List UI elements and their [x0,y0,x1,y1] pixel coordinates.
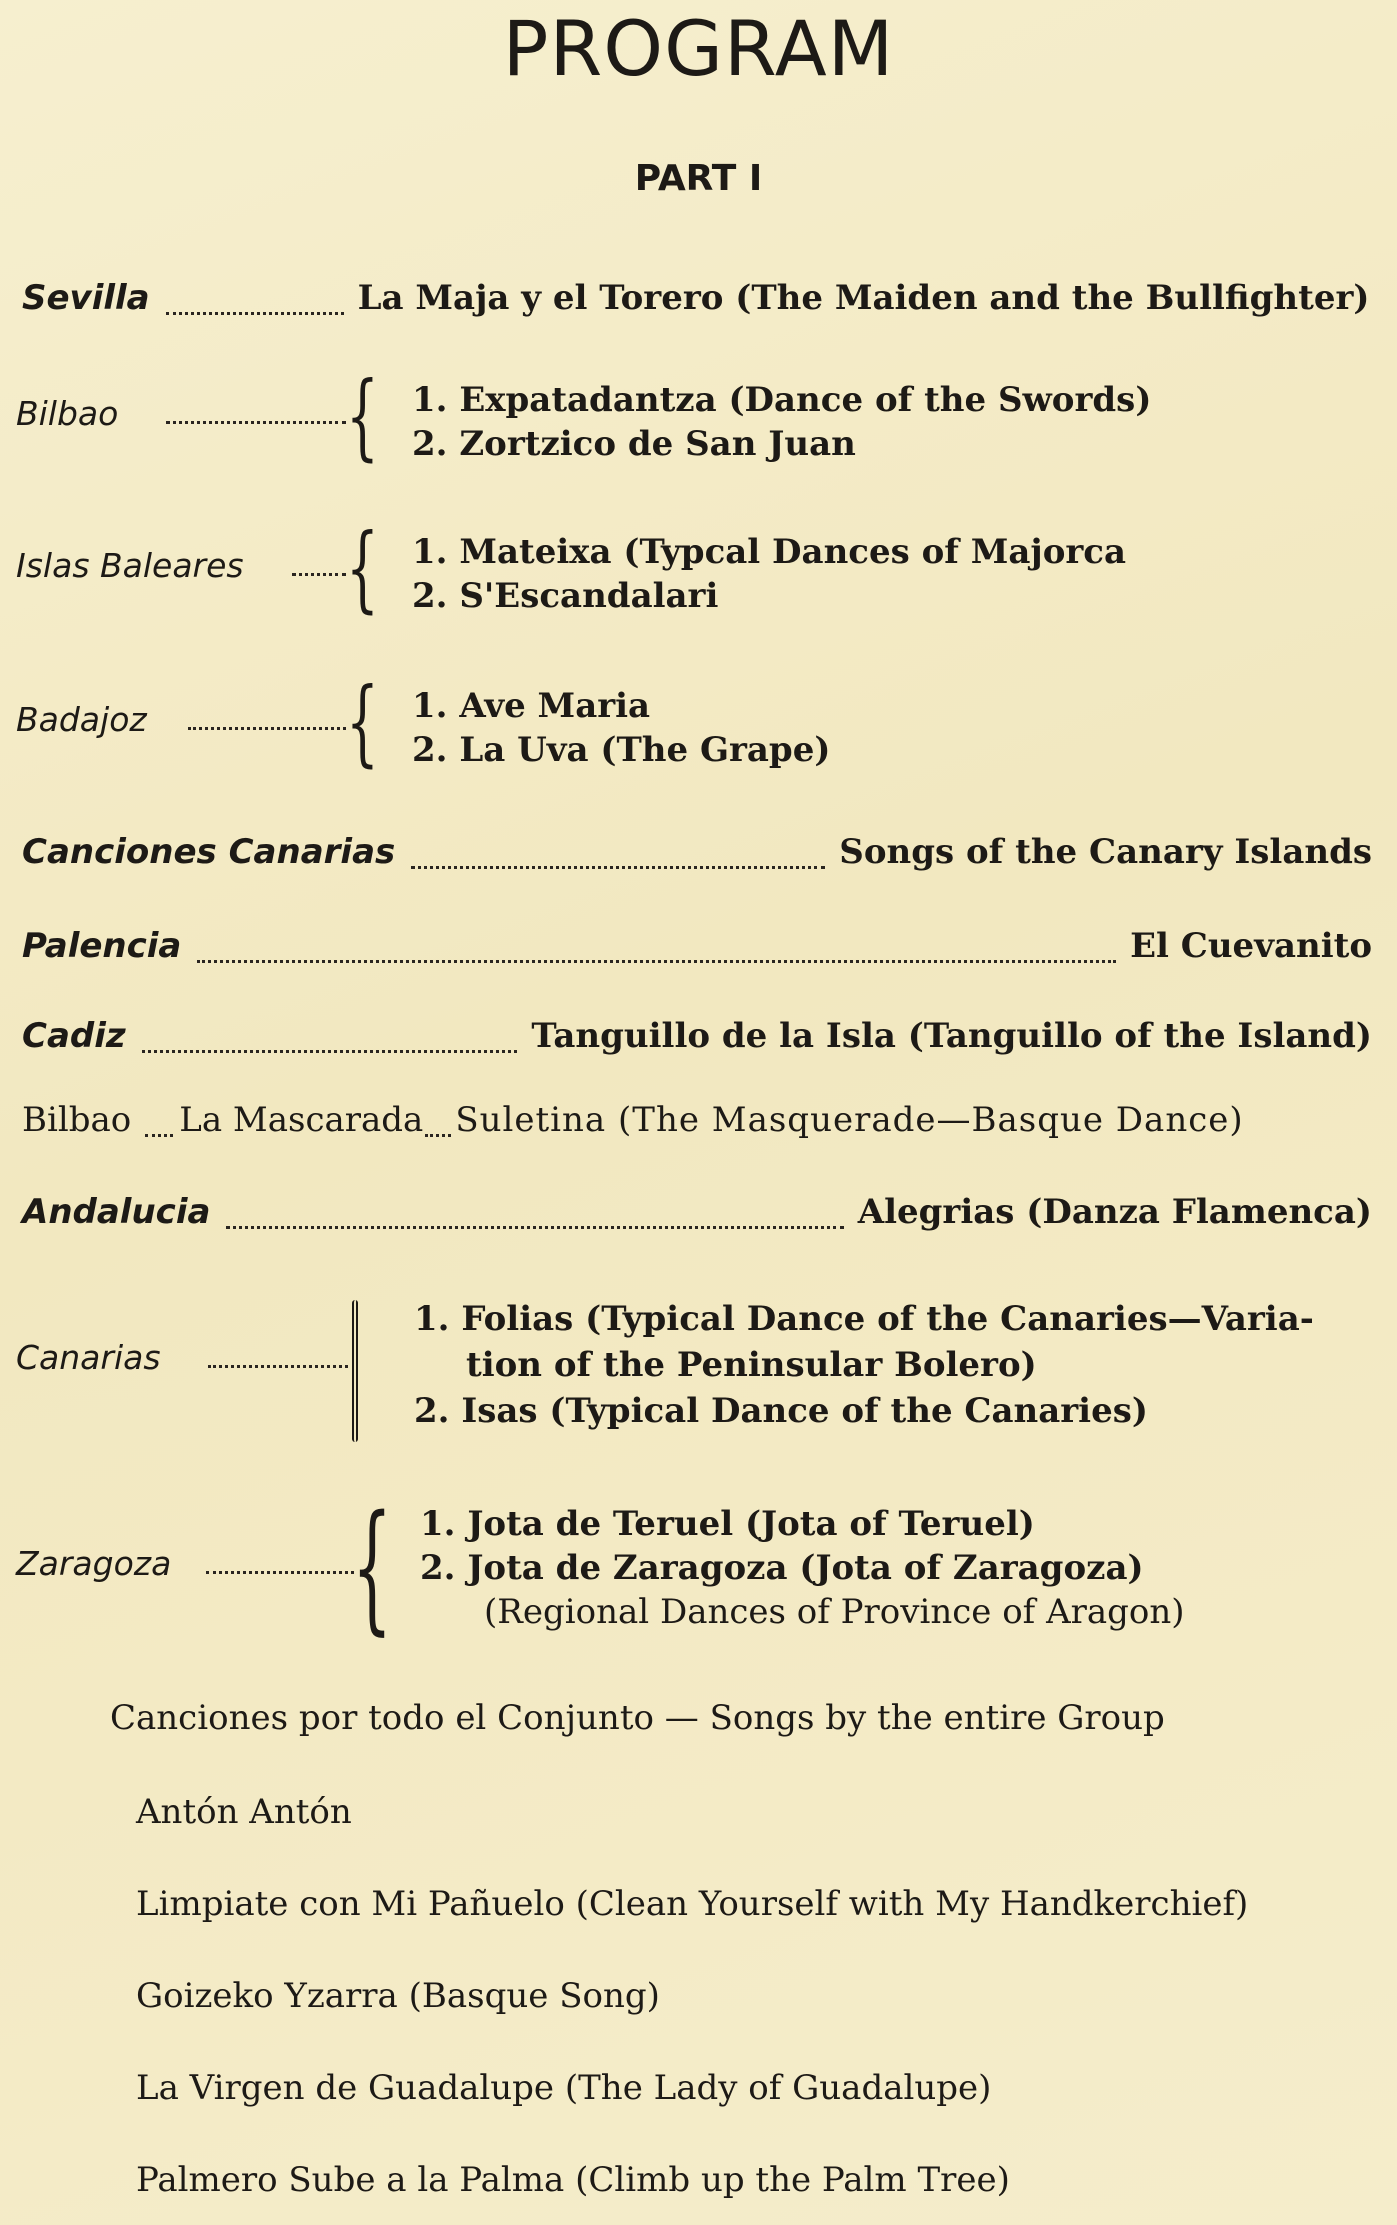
program-row-sevilla [22,278,1372,328]
group-place: Islas Baleares [16,546,244,585]
songs-heading: Canciones por todo el Conjunto — Songs by the entire Group [110,1698,1165,1738]
dot-leader [166,311,344,315]
row-place: Sevilla [22,278,150,318]
bracket-icon [352,1300,358,1442]
group-items [420,1502,1185,1634]
dot-leader [206,1570,354,1574]
row-place: Palencia [22,926,182,966]
brace-icon: { [346,514,379,623]
group-place: Canarias [16,1338,161,1377]
row-work: Suletina (The Masquerade—Basque Dance) [455,1100,1244,1140]
row-mid: La Mascarada [179,1100,424,1140]
dot-leader [166,420,346,424]
dot-leader [188,726,346,730]
group-item: 1. Folias (Typical Dance of the Canaries—Varia- [414,1299,1314,1339]
dot-leader [425,1133,451,1137]
song-item: Palmero Sube a la Palma (Climb up the Palm Tree) [136,2160,1010,2200]
program-group-badajoz [16,668,1376,784]
group-item: 1. Ave Maria [412,686,651,726]
group-place: Zaragoza [16,1544,172,1583]
dot-leader [292,572,346,576]
program-row-palencia [22,926,1372,976]
row-place: Canciones Canarias [22,832,396,872]
part-heading: PART I [634,158,763,199]
group-items [412,378,1151,466]
brace-icon: { [346,362,379,471]
group-item: 2. Jota de Zaragoza (Jota of Zaragoza) [420,1548,1144,1588]
group-place: Badajoz [16,700,147,739]
row-place: Bilbao [22,1100,132,1140]
group-item: 2. S'Escandalari [412,576,719,616]
program-group-islas-baleares [16,514,1376,630]
dot-leader [208,1364,348,1368]
row-work: Tanguillo de la Isla (Tanguillo of the Island) [531,1016,1372,1056]
group-item: 1. Jota de Teruel (Jota of Teruel) [420,1504,1035,1544]
program-group-bilbao [16,362,1376,478]
row-place: Cadiz [22,1016,126,1056]
dot-leader [226,1225,843,1229]
group-items [414,1296,1314,1434]
group-place: Bilbao [16,394,119,433]
dot-leader [142,1049,518,1053]
song-item: Antón Antón [136,1792,352,1832]
group-items [412,530,1126,618]
row-work: El Cuevanito [1130,926,1372,966]
row-work: Alegrias (Danza Flamenca) [857,1192,1372,1232]
program-group-canarias [16,1296,1376,1446]
program-row-canciones-canarias [22,832,1372,882]
program-row-andalucia [22,1192,1372,1242]
song-item: La Virgen de Guadalupe (The Lady of Guadalupe) [136,2068,992,2108]
dot-leader [145,1133,173,1137]
group-item: 1. Mateixa (Typcal Dances of Majorca [412,532,1127,572]
program-row-cadiz [22,1016,1372,1066]
group-item: 1. Expatadantza (Dance of the Swords) [412,380,1152,420]
group-item: 2. La Uva (The Grape) [412,730,831,770]
row-place: Andalucia [22,1192,211,1232]
group-items [412,684,830,772]
group-item: 2. Isas (Typical Dance of the Canaries) [414,1391,1148,1431]
row-work: Songs of the Canary Islands [839,832,1372,872]
brace-icon: { [352,1486,393,1649]
dot-leader [197,959,1116,963]
page-title: PROGRAM [502,4,895,93]
brace-icon: { [346,668,379,777]
song-item: Goizeko Yzarra (Basque Song) [136,1976,660,2016]
song-item: Limpiate con Mi Pañuelo (Clean Yourself with My Handkerchief) [136,1884,1249,1924]
program-row-bilbao-mascarada [22,1100,1372,1150]
group-item: 2. Zortzico de San Juan [412,424,856,464]
row-work: La Maja y el Torero (The Maiden and the Bullfighter) [357,278,1370,318]
dot-leader [411,865,825,869]
group-item-continuation: tion of the Peninsular Bolero) [466,1345,1037,1385]
group-item-note: (Regional Dances of Province of Aragon) [484,1592,1185,1632]
program-group-zaragoza [16,1486,1376,1652]
